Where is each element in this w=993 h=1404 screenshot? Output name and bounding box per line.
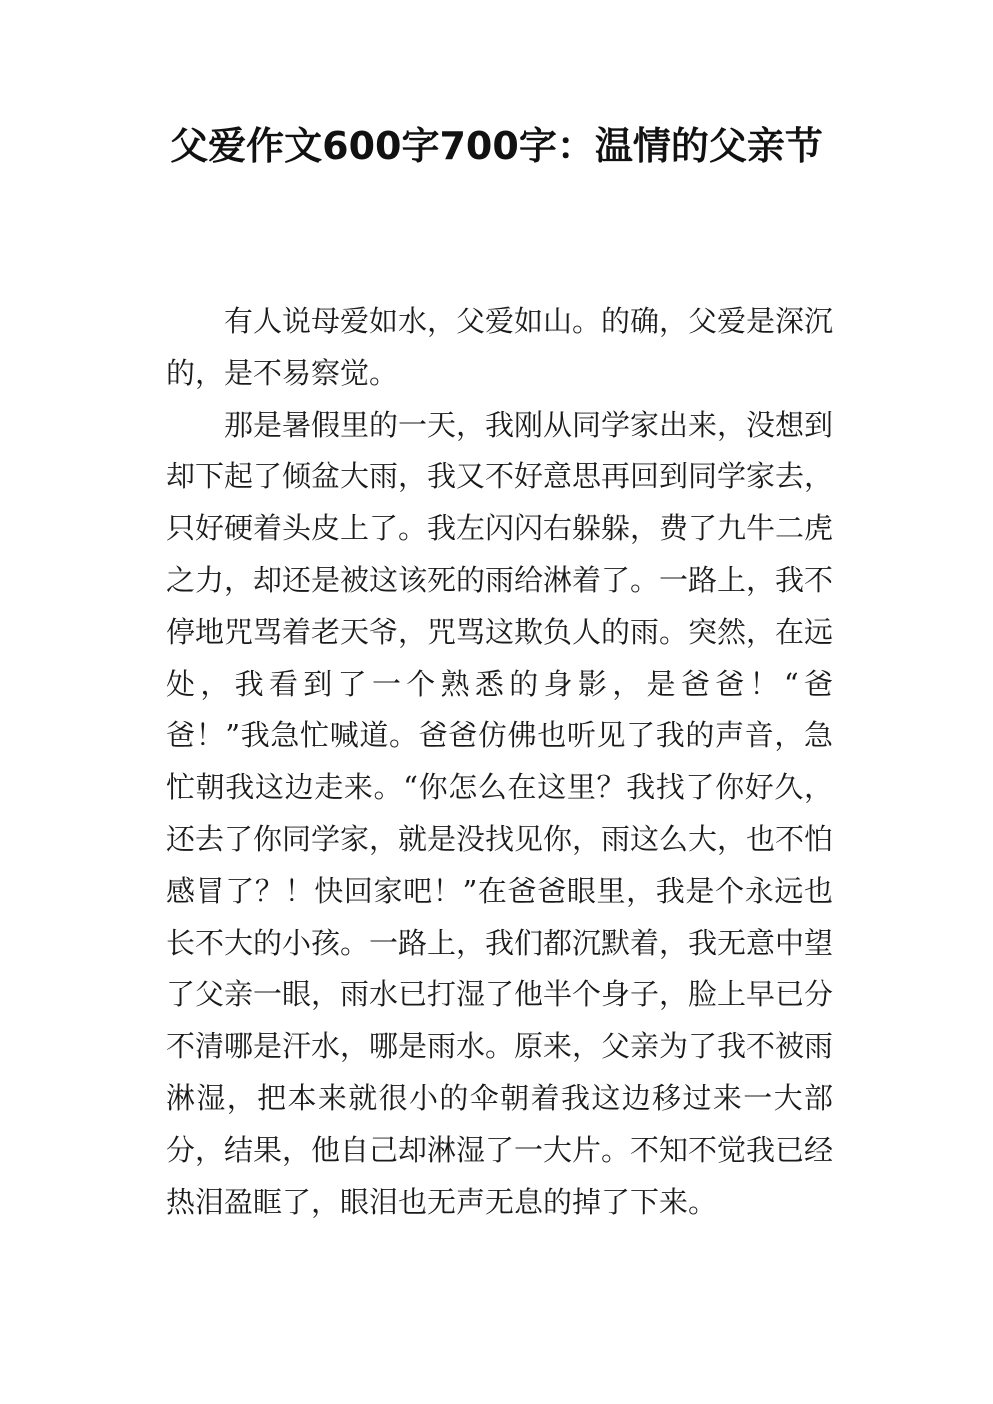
paragraph: 有人说母爱如水，父爱如山。的确，父爱是深沉的，是不易察觉。 xyxy=(166,304,834,390)
page-title: 父爱作文600字700字：温情的父亲节 xyxy=(170,124,823,168)
article-body xyxy=(166,296,833,1228)
paragraph: 那是暑假里的一天，我刚从同学家出来，没想到却下起了倾盆大雨，我又不好意思再回到同学家去，只好硬着头皮上了。我左闪闪右躲躲，费了九牛二虎之力，却还是被这该死的雨给淋着了。一路上，我不停地咒骂着老天爷，咒骂这欺负人的雨。突然，在远处，我看到了一个熟悉的身影，是爸爸！“爸爸！”我急忙喊道。爸爸仿佛也听见了我的声音，急忙朝我这边走来。“你怎么在这里？我找了你好久，还去了你同学家，就是没找见你，雨这么大，也不怕感冒了？！快回家吧！”在爸爸眼里，我是个永远也长不大的小孩。一路上，我们都沉默着，我无意中望了父亲一眼，雨水已打湿了他半个身子，脸上早已分不清哪是汗水，哪是雨水。原来，父亲为了我不被雨淋湿，把本来就很小的伞朝着我这边移过来一大部分，结果，他自己却淋湿了一大片。不知不觉我已经热泪盈眶了，眼泪也无声无息的掉了下来。 xyxy=(166,407,834,1219)
